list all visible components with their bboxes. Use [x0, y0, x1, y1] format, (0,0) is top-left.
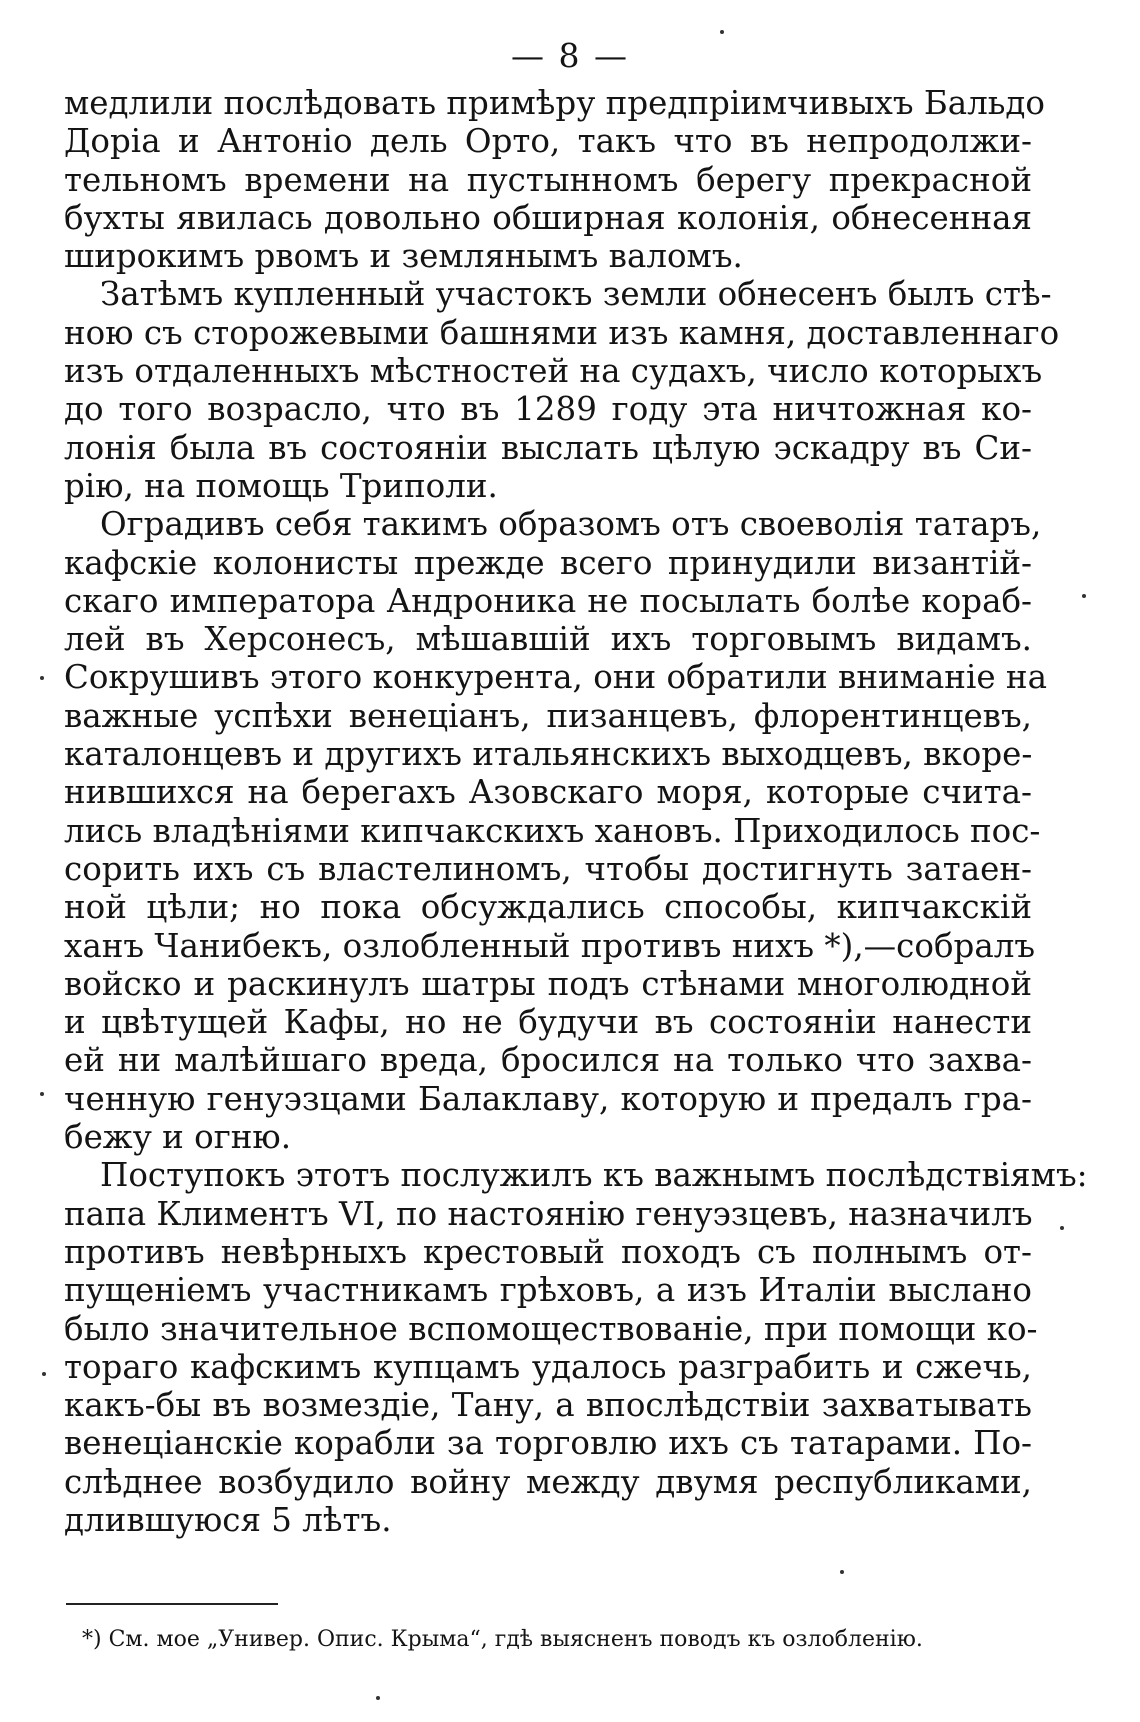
- text-line: кафскіе колонисты прежде всего принудили византій-: [64, 543, 1032, 582]
- text-line: до того возрасло, что въ 1289 году эта ничтожная ко-: [64, 390, 1032, 429]
- print-speck: [1060, 1226, 1064, 1230]
- text-line: пущеніемъ участникамъ грѣховъ, а изъ Италіи выслано: [64, 1271, 1032, 1310]
- paragraph-2: [64, 275, 1060, 505]
- text-line: рію, на помощь Триполи.: [64, 466, 498, 505]
- footnote: *) См. мое „Универ. Опис. Крыма“, гдѣ выясненъ поводъ къ озлобленію.: [82, 1627, 923, 1652]
- text-line: бухты явилась довольно обширная колонія, обнесенная: [64, 198, 1032, 237]
- text-line: тораго кафскимъ купцамъ удалось разграбить и сжечь,: [64, 1347, 1032, 1386]
- print-speck: [376, 1696, 380, 1700]
- text-line: ною съ сторожевыми башнями изъ камня, доставленнаго: [64, 313, 1060, 352]
- text-line: войско и раскинулъ шатры подъ стѣнами многолюдной: [64, 964, 1032, 1003]
- paragraph-4: [64, 1156, 1088, 1539]
- text-line: лей въ Херсонесъ, мѣшавшій ихъ торговымъ видамъ.: [64, 620, 1032, 659]
- text-line: ной цѣли; но пока обсуждались способы, кипчакскій: [64, 888, 1032, 927]
- print-speck: [40, 1092, 44, 1096]
- text-line: каталонцевъ и другихъ итальянскихъ выходцевъ, вкоре-: [64, 735, 1033, 774]
- text-line: медлили послѣдовать примѣру предпріимчивыхъ Бальдо: [64, 84, 1045, 122]
- page-number: — 8 —: [511, 36, 629, 75]
- text-line: ей ни малѣйшаго вреда, бросился на только что захва-: [64, 1041, 1032, 1080]
- text-line: тельномъ времени на пустынномъ берегу прекрасной: [64, 160, 1032, 199]
- print-speck: [720, 30, 724, 34]
- text-line: скаго императора Андроника не посылать болѣе кораб-: [64, 581, 1032, 620]
- text-line: Поступокъ этотъ послужилъ къ важнымъ послѣдствіямъ:: [100, 1156, 1088, 1195]
- text-line: нившихся на берегахъ Азовскаго моря, которые счита-: [64, 773, 1032, 812]
- text-line: Затѣмъ купленный участокъ земли обнесенъ былъ стѣ-: [100, 275, 1052, 314]
- print-speck: [40, 676, 44, 680]
- footnote-divider: [66, 1603, 278, 1605]
- text-line: лонія была въ состояніи выслать цѣлую эскадру въ Си-: [64, 428, 1032, 467]
- body-text: [64, 84, 1088, 1539]
- text-line: лись владѣніями кипчакскихъ хановъ. Приходилось пос-: [64, 811, 1041, 850]
- text-line: Оградивъ себя такимъ образомъ отъ своеволія татаръ,: [100, 505, 1042, 544]
- text-line: венеціанскіе корабли за торговлю ихъ съ татарами. По-: [64, 1424, 1032, 1463]
- text-line: и цвѣтущей Кафы, но не будучи въ состояніи нанести: [64, 1003, 1032, 1042]
- print-speck: [1082, 594, 1086, 598]
- text-line: было значительное вспомоществованіе, при помощи ко-: [64, 1309, 1038, 1348]
- text-line: Сокрушивъ этого конкурента, они обратили вниманіе на: [64, 658, 1047, 697]
- text-line: какъ-бы въ возмездіе, Тану, а впослѣдствіи захватывать: [64, 1386, 1032, 1425]
- text-line: изъ отдаленныхъ мѣстностей на судахъ, число которыхъ: [64, 352, 1043, 391]
- print-speck: [840, 1570, 844, 1574]
- text-line: сорить ихъ съ властелиномъ, чтобы достигнуть затаен-: [64, 849, 1032, 888]
- text-line: широкимъ рвомъ и землянымъ валомъ.: [64, 237, 743, 276]
- text-line: ханъ Чанибекъ, озлобленный противъ нихъ *),—собралъ: [64, 926, 1036, 965]
- text-line: бежу и огню.: [64, 1118, 292, 1157]
- paragraph-3: [64, 505, 1047, 1157]
- text-line: папа Климентъ VI, по настоянію генуэзцевъ, назначилъ: [64, 1194, 1033, 1233]
- text-line: важные успѣхи венеціанъ, пизанцевъ, флорентинцевъ,: [64, 696, 1032, 735]
- print-speck: [42, 1372, 46, 1376]
- text-line: противъ невѣрныхъ крестовый походъ съ полнымъ от-: [64, 1232, 1032, 1271]
- text-line: Доріа и Антоніо дель Орто, такъ что въ непродолжи-: [64, 122, 1032, 161]
- text-line: длившуюся 5 лѣтъ.: [64, 1500, 392, 1539]
- paragraph-1: [64, 84, 1045, 276]
- text-line: ченную генуэзцами Балаклаву, которую и предалъ гра-: [64, 1079, 1032, 1118]
- text-line: слѣднее возбудило войну между двумя республиками,: [64, 1462, 1032, 1501]
